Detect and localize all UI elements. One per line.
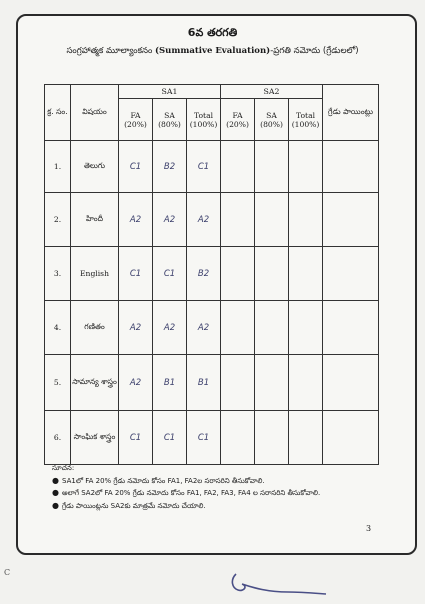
table-row [45, 247, 379, 301]
sa2-sa-cell [255, 355, 289, 411]
row-subject: హిందీ [71, 193, 119, 247]
sa2-fa-cell [221, 247, 255, 301]
note-text: అలాగే SA2లో FA 20% గ్రేడు నమోదు కోసం FA1, FA2, FA3, FA4 ల సరాసరిని తీసుకోవాలి. [62, 489, 321, 497]
grade-points-cell [323, 141, 379, 193]
sa2-sa-header: SA (80%) [255, 99, 289, 141]
sa1-total-grade: C1 [187, 411, 221, 465]
subtitle-telugu-prefix: సంగ్రహాత్మక మూల్యాంకనం [66, 46, 156, 56]
notes-list [52, 475, 320, 513]
sa2-fa-cell [221, 193, 255, 247]
sa2-fa-cell [221, 141, 255, 193]
sa1-sa-grade: C1 [153, 247, 187, 301]
grade-points-cell [323, 355, 379, 411]
grade-points-cell [323, 301, 379, 355]
sa2-total-header: Total (100%) [289, 99, 323, 141]
sa2-total-cell [289, 355, 323, 411]
table-row [45, 355, 379, 411]
row-subject: సామాన్య శాస్త్రం [71, 355, 119, 411]
sa1-fa-header: FA (20%) [119, 99, 153, 141]
subject-header: విషయం [71, 85, 119, 141]
row-number: 1. [45, 141, 71, 193]
sa1-fa-grade: C1 [119, 247, 153, 301]
row-number: 3. [45, 247, 71, 301]
note-item [52, 500, 320, 513]
summative-grade-table [44, 84, 379, 465]
row-subject: గణితం [71, 301, 119, 355]
note-text: గ్రేడు పాయింట్లను SA2కు మాత్రమే నమోదు చేయాలి. [62, 501, 206, 510]
sa2-fa-cell [221, 355, 255, 411]
table-row [45, 141, 379, 193]
sa1-total-grade: A2 [187, 193, 221, 247]
sa1-total-grade: B1 [187, 355, 221, 411]
sa1-fa-grade: A2 [119, 301, 153, 355]
sa1-sa-grade: B1 [153, 355, 187, 411]
bullet-icon: ● [52, 500, 59, 510]
sa1-fa-grade: C1 [119, 411, 153, 465]
sa2-total-cell [289, 193, 323, 247]
row-number: 4. [45, 301, 71, 355]
sa2-total-cell [289, 301, 323, 355]
sa2-total-cell [289, 141, 323, 193]
sa1-sa-grade: A2 [153, 301, 187, 355]
grade-points-cell [323, 193, 379, 247]
notes-label: సూచన: [52, 464, 75, 472]
sa2-fa-cell [221, 301, 255, 355]
table-row [45, 301, 379, 355]
table-row [45, 193, 379, 247]
sa2-sa-cell [255, 411, 289, 465]
table-row [45, 411, 379, 465]
table-subtitle [0, 46, 425, 58]
note-item [52, 475, 320, 488]
row-number: 2. [45, 193, 71, 247]
sa2-sa-cell [255, 193, 289, 247]
page-number: 3 [366, 524, 372, 533]
class-heading: 6వ తరగతి [187, 26, 238, 39]
sa1-sa-grade: A2 [153, 193, 187, 247]
grade-points-header: గ్రేడు పాయింట్లు [323, 85, 379, 141]
note-item [52, 487, 320, 500]
sa1-total-grade: B2 [187, 247, 221, 301]
row-number: 6. [45, 411, 71, 465]
sa1-header: SA1 [119, 85, 221, 99]
sa1-fa-grade: A2 [119, 355, 153, 411]
row-subject: సాంఘిక శాస్త్రం [71, 411, 119, 465]
grade-points-cell [323, 247, 379, 301]
row-subject: English [71, 247, 119, 301]
sa2-total-cell [289, 247, 323, 301]
sa1-sa-header: SA (80%) [153, 99, 187, 141]
sa1-sa-grade: C1 [153, 411, 187, 465]
subtitle-telugu-suffix: -ప్రగతి నమోదు (గ్రేడులలో) [270, 46, 359, 56]
sa2-header: SA2 [221, 85, 323, 99]
sa1-total-header: Total (100%) [187, 99, 221, 141]
sa1-fa-grade: C1 [119, 141, 153, 193]
row-number: 5. [45, 355, 71, 411]
sa2-fa-cell [221, 411, 255, 465]
subtitle-english: (Summative Evaluation) [155, 46, 271, 56]
sa2-fa-header: FA (20%) [221, 99, 255, 141]
corner-mark: C [4, 568, 11, 577]
sa1-total-grade: C1 [187, 141, 221, 193]
sa2-sa-cell [255, 301, 289, 355]
grade-points-cell [323, 411, 379, 465]
row-subject: తెలుగు [71, 141, 119, 193]
note-text: SA1లో FA 20% గ్రేడు నమోదు కోసం FA1, FA2ల సరాసరిని తీసుకోవాలి. [62, 476, 265, 485]
bullet-icon: ● [52, 488, 59, 497]
bullet-icon: ● [52, 475, 59, 485]
sa2-total-cell [289, 411, 323, 465]
sa1-total-grade: A2 [187, 301, 221, 355]
sa2-sa-cell [255, 141, 289, 193]
sno-header: క్ర. సం. [45, 85, 71, 141]
signature-icon [228, 568, 328, 598]
sa1-fa-grade: A2 [119, 193, 153, 247]
notes-section [52, 462, 320, 512]
sa2-sa-cell [255, 247, 289, 301]
sa1-sa-grade: B2 [153, 141, 187, 193]
